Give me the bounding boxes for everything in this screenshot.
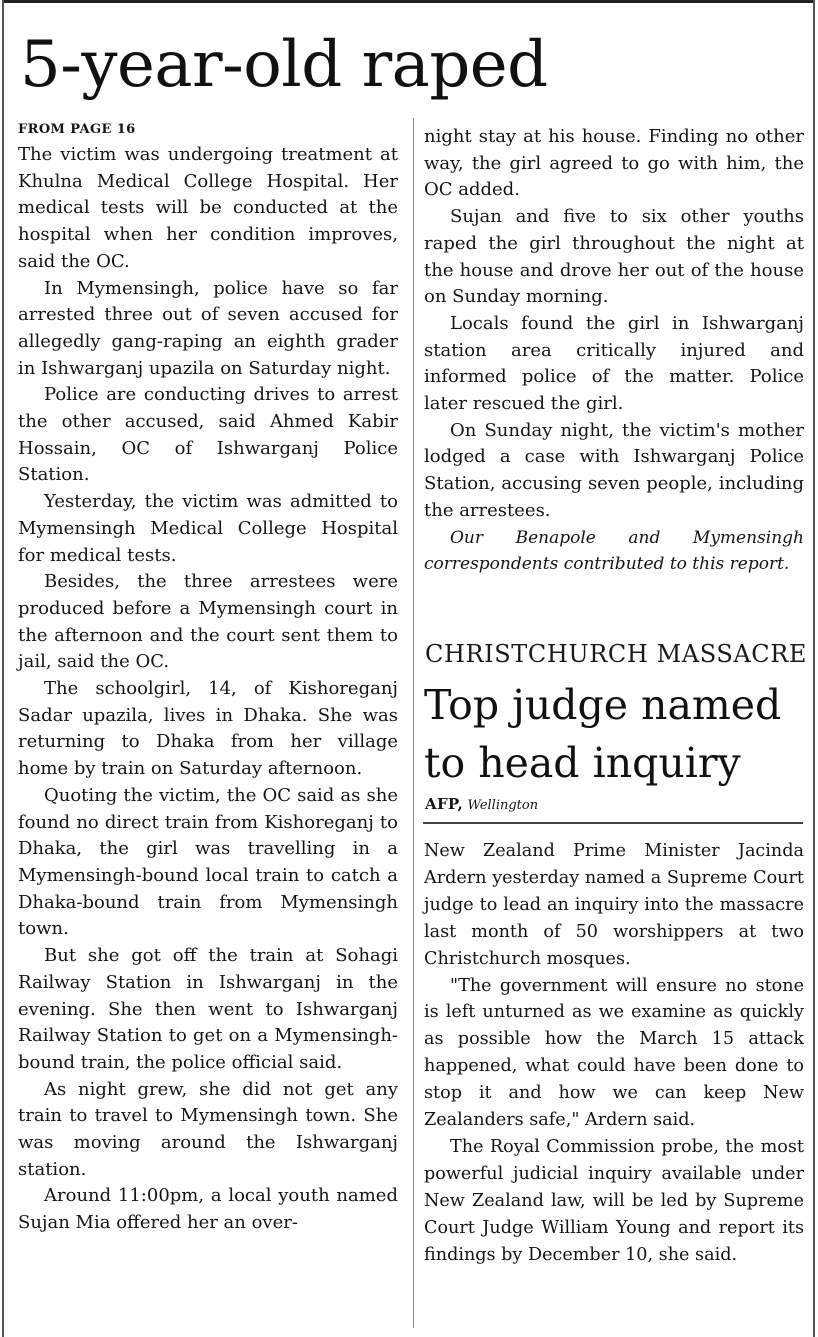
column-gutter: [413, 118, 414, 1328]
left-border: [2, 0, 4, 1337]
story1-paragraph: Locals found the girl in Ishwarganj station area critically injured and informed police of the matter. Police later rescued the girl.: [424, 312, 804, 415]
story1-paragraph: Besides, the three arrestees were produced before a Mymensingh court in the afternoon and the court sent them to jail, said the OC.: [18, 571, 398, 673]
byline-agency: AFP,: [425, 795, 464, 813]
story2-body: [424, 838, 804, 1269]
byline-rule: [423, 822, 803, 824]
story1-dateline: FROM PAGE 16: [18, 122, 136, 137]
story1-paragraph: The schoolgirl, 14, of Kishoreganj Sadar upazila, lives in Dhaka. She was returning to Dhaka from her village home by train on Saturday afternoon.: [18, 678, 398, 780]
story1-headline: 5-year-old raped: [20, 28, 548, 102]
story2-paragraph: The Royal Commission probe, the most powerful judicial inquiry available under New Zealand law, will be led by Supreme Court Judge William Young and report its findings by December 10, she said.: [424, 1136, 804, 1265]
byline-place: Wellington: [467, 798, 539, 813]
story1-paragraph: Around 11:00pm, a local youth named Sujan Mia offered her an over-: [18, 1185, 398, 1234]
story1-paragraph: Police are conducting drives to arrest the other accused, said Ahmed Kabir Hossain, OC of Ishwarganj Police Station.: [18, 384, 398, 486]
story2-byline: [425, 794, 805, 816]
top-border: [2, 0, 814, 3]
story1-paragraph: As night grew, she did not get any train to travel to Mymensingh town. She was moving around the Ishwarganj station.: [18, 1078, 398, 1180]
right-border: [813, 0, 815, 1337]
story1-paragraph: Yesterday, the victim was admitted to Mymensingh Medical College Hospital for medical tests.: [18, 491, 398, 566]
story1-credit: Our Benapole and Mymensingh correspondents contributed to this report.: [424, 527, 804, 575]
story1-left-column: [18, 120, 398, 1237]
story1-paragraph: But she got off the train at Sohagi Railway Station in Ishwarganj in the evening. She then went to Ishwarganj Railway Station to get on a Mymensingh-bound train, the police official said.: [18, 945, 398, 1073]
story1-paragraph: Quoting the victim, the OC said as she found no direct train from Kishoreganj to Dhaka, the girl was travelling in a Mymensingh-bound local train to catch a Dhaka-bound train from Mymensingh town.: [18, 784, 398, 940]
story1-right-column: [424, 124, 804, 578]
story2-headline: Top judge named to head inquiry: [424, 681, 782, 787]
story2-kicker: CHRISTCHURCH MASSACRE: [425, 640, 808, 668]
story1-paragraph: Sujan and five to six other youths raped the girl throughout the night at the house and drove her out of the house on Sunday morning.: [424, 206, 804, 308]
story1-paragraph: The victim was undergoing treatment at Khulna Medical College Hospital. Her medical tests will be conducted at the hospital when her condition improves, said the OC.: [18, 144, 398, 272]
story1-paragraph: In Mymensingh, police have so far arrested three out of seven accused for allegedly gang-raping an eighth grader in Ishwarganj upazila on Saturday night.: [18, 277, 398, 379]
story1-paragraph: night stay at his house. Finding no other way, the girl agreed to go with him, the OC added.: [424, 126, 804, 201]
story1-paragraph: On Sunday night, the victim's mother lodged a case with Ishwarganj Police Station, accusing seven people, including the arrestees.: [424, 419, 804, 521]
story2-paragraph: New Zealand Prime Minister Jacinda Ardern yesterday named a Supreme Court judge to lead an inquiry into the massacre last month of 50 worshippers at two Christchurch mosques.: [424, 841, 804, 969]
story2-paragraph: "The government will ensure no stone is left unturned as we examine as quickly as possible how the March 15 attack happened, what could have been done to stop it and how we can keep New Zealanders safe," Ardern said.: [424, 975, 804, 1131]
